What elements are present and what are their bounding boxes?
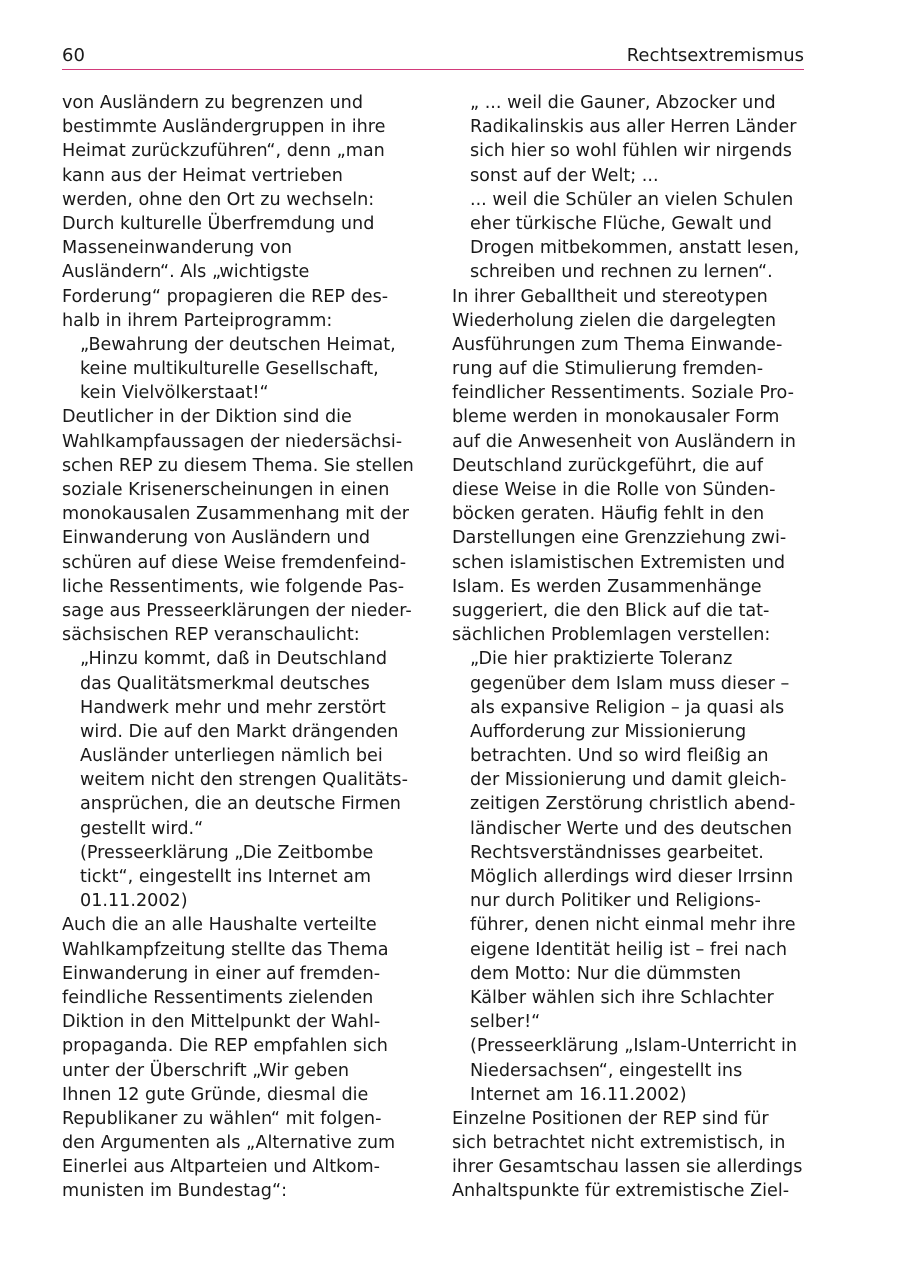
- text-line: Forderung“ propagieren die REP des-: [62, 286, 389, 307]
- quote-line: Rechtsverständnisses gearbeitet.: [470, 842, 764, 863]
- text-line: böcken geraten. Häufig fehlt in den: [452, 504, 765, 525]
- quote-line: dem Motto: Nur die dümmsten: [470, 963, 741, 984]
- quote-line: Möglich allerdings wird dieser Irrsinn: [470, 867, 794, 887]
- text-line: von Ausländern zu begrenzen und: [62, 93, 363, 113]
- quote-line: (Presseerklärung „Die Zeitbombe: [80, 842, 374, 863]
- text-line: Heimat zurückzuführen“, denn „man: [62, 141, 385, 162]
- text-line: Ausführungen zum Thema Einwande-: [452, 334, 783, 355]
- quote-line: sich hier so wohl fühlen wir nirgends: [470, 141, 792, 162]
- text-line: Ausländern“. Als „wichtigste: [62, 262, 310, 283]
- text-line: unter der Überschrift „Wir geben: [62, 1060, 350, 1081]
- quote-line: zeitigen Zerstörung christlich abend-: [470, 794, 796, 815]
- text-line: Auch die an alle Haushalte verteilte: [62, 915, 377, 936]
- text-line: den Argumenten als „Alternative zum: [62, 1133, 396, 1154]
- text-line: Islam. Es werden Zusammenhänge: [452, 576, 762, 597]
- text-line: Einzelne Positionen der REP sind für: [452, 1108, 769, 1129]
- text-line: Deutschland zurückgeführt, die auf: [452, 455, 764, 476]
- right-text-column: [452, 91, 804, 1204]
- text-line: soziale Krisenerscheinungen in einen: [62, 480, 390, 500]
- quote-line: wird. Die auf den Markt drängenden: [80, 721, 399, 742]
- text-line: Einerlei aus Altparteien und Altkom-: [62, 1157, 380, 1178]
- left-text-column: [62, 91, 414, 1204]
- text-line: Darstellungen eine Grenzziehung zwi-: [452, 528, 787, 549]
- text-line: Einwanderung in einer auf fremden-: [62, 963, 381, 984]
- quote-line: „ ... weil die Gauner, Abzocker und: [470, 93, 776, 113]
- quote-line: Drogen mitbekommen, anstatt lesen,: [470, 238, 800, 259]
- text-line: Wahlkampfzeitung stellte das Thema: [62, 939, 389, 960]
- text-line: schüren auf diese Weise fremdenfeind-: [62, 552, 407, 573]
- quote-line: weitem nicht den strengen Qualitäts-: [80, 770, 408, 791]
- text-line: Wahlkampfaussagen der niedersächsi-: [62, 431, 403, 452]
- text-line: feindlicher Ressentiments. Soziale Pro-: [452, 383, 794, 404]
- quote-line: betrachten. Und so wird fleißig an: [470, 746, 769, 767]
- quote-line: nur durch Politiker und Religions-: [470, 891, 761, 912]
- text-line: Deutlicher in der Diktion sind die: [62, 407, 352, 428]
- page-header: [62, 44, 804, 72]
- text-line: schen REP zu diesem Thema. Sie stellen: [62, 455, 414, 476]
- quote-line: sonst auf der Welt; ...: [470, 165, 659, 186]
- text-line: sächlichen Problemlagen verstellen:: [452, 625, 771, 646]
- text-line: liche Ressentiments, wie folgende Pas-: [62, 576, 405, 597]
- text-line: diese Weise in die Rolle von Sünden-: [452, 480, 776, 500]
- text-line: propaganda. Die REP empfahlen sich: [62, 1036, 388, 1057]
- quote-line: eher türkische Flüche, Gewalt und: [470, 213, 772, 234]
- text-line: rung auf die Stimulierung fremden-: [452, 359, 764, 380]
- quote-line: ansprüchen, die an deutsche Firmen: [80, 794, 401, 815]
- quote-line: selber!“: [470, 1012, 541, 1033]
- text-line: Ihnen 12 gute Gründe, diesmal die: [62, 1084, 369, 1105]
- quote-line: 01.11.2002): [80, 891, 188, 912]
- text-line: Einwanderung von Ausländern und: [62, 528, 370, 549]
- quote-line: gegenüber dem Islam muss dieser –: [470, 673, 790, 694]
- quote-line: Handwerk mehr und mehr zerstört: [80, 697, 386, 718]
- text-line: Masseneinwanderung von: [62, 238, 293, 259]
- quote-line: der Missionierung und damit gleich-: [470, 770, 787, 791]
- quote-line: ... weil die Schüler an vielen Schulen: [470, 189, 794, 210]
- text-line: schen islamistischen Extremisten und: [452, 552, 786, 573]
- text-line: bleme werden in monokausaler Form: [452, 407, 780, 428]
- quote-line: „Hinzu kommt, daß in Deutschland: [80, 649, 388, 670]
- text-line: feindliche Ressentiments zielenden: [62, 987, 374, 1008]
- quote-line: eigene Identität heilig ist – frei nach: [470, 939, 787, 960]
- header-rule: [62, 69, 804, 70]
- running-title: Rechtsextremismus: [626, 45, 804, 66]
- quote-line: Internet am 16.11.2002): [470, 1084, 687, 1105]
- text-line: halb in ihrem Parteiprogramm:: [62, 310, 333, 331]
- quote-line: als expansive Religion – ja quasi als: [470, 697, 785, 718]
- text-line: monokausalen Zusammenhang mit der: [62, 504, 410, 525]
- text-line: In ihrer Geballtheit und stereotypen: [452, 286, 768, 307]
- text-line: Durch kulturelle Überfremdung und: [62, 213, 375, 234]
- text-line: Diktion in den Mittelpunkt der Wahl-: [62, 1012, 381, 1033]
- quote-line: „Die hier praktizierte Toleranz: [470, 649, 733, 670]
- text-line: auf die Anwesenheit von Ausländern in: [452, 431, 796, 452]
- text-line: sächsischen REP veranschaulicht:: [62, 625, 360, 646]
- text-line: sage aus Presseerklärungen der nieder-: [62, 600, 412, 621]
- quote-line: Radikalinskis aus aller Herren Länder: [470, 117, 797, 138]
- text-line: ihrer Gesamtschau lassen sie allerdings: [452, 1157, 803, 1178]
- quote-line: Niedersachsen“, eingestellt ins: [470, 1060, 743, 1081]
- quote-line: Aufforderung zur Missionierung: [470, 721, 747, 742]
- quote-line: Ausländer unterliegen nämlich bei: [80, 746, 383, 767]
- text-line: bestimmte Ausländergruppen in ihre: [62, 117, 386, 138]
- quote-line: tickt“, eingestellt ins Internet am: [80, 867, 372, 887]
- quote-line: kein Vielvölkerstaat!“: [80, 383, 269, 404]
- quote-line: ländischer Werte und des deutschen: [470, 818, 793, 839]
- quote-line: gestellt wird.“: [80, 818, 204, 839]
- quote-line: schreiben und rechnen zu lernen“.: [470, 262, 773, 283]
- quote-line: führer, denen nicht einmal mehr ihre: [470, 915, 796, 936]
- text-line: kann aus der Heimat vertrieben: [62, 165, 343, 186]
- text-line: suggeriert, die den Blick auf die tat-: [452, 600, 770, 621]
- text-line: sich betrachtet nicht extremistisch, in: [452, 1133, 786, 1154]
- page-number: 60: [62, 45, 85, 66]
- text-line: Wiederholung zielen die dargelegten: [452, 310, 776, 331]
- text-line: Republikaner zu wählen“ mit folgen-: [62, 1108, 382, 1129]
- quote-line: „Bewahrung der deutschen Heimat,: [80, 334, 396, 355]
- text-line: Anhaltspunkte für extremistische Ziel-: [452, 1181, 790, 1202]
- text-line: munisten im Bundestag“:: [62, 1181, 287, 1202]
- quote-line: (Presseerklärung „Islam-Unterricht in: [470, 1036, 797, 1057]
- quote-line: keine multikulturelle Gesellschaft,: [80, 359, 379, 380]
- quote-line: Kälber wählen sich ihre Schlachter: [470, 987, 774, 1008]
- text-line: werden, ohne den Ort zu wechseln:: [62, 189, 375, 210]
- quote-line: das Qualitätsmerkmal deutsches: [80, 673, 370, 694]
